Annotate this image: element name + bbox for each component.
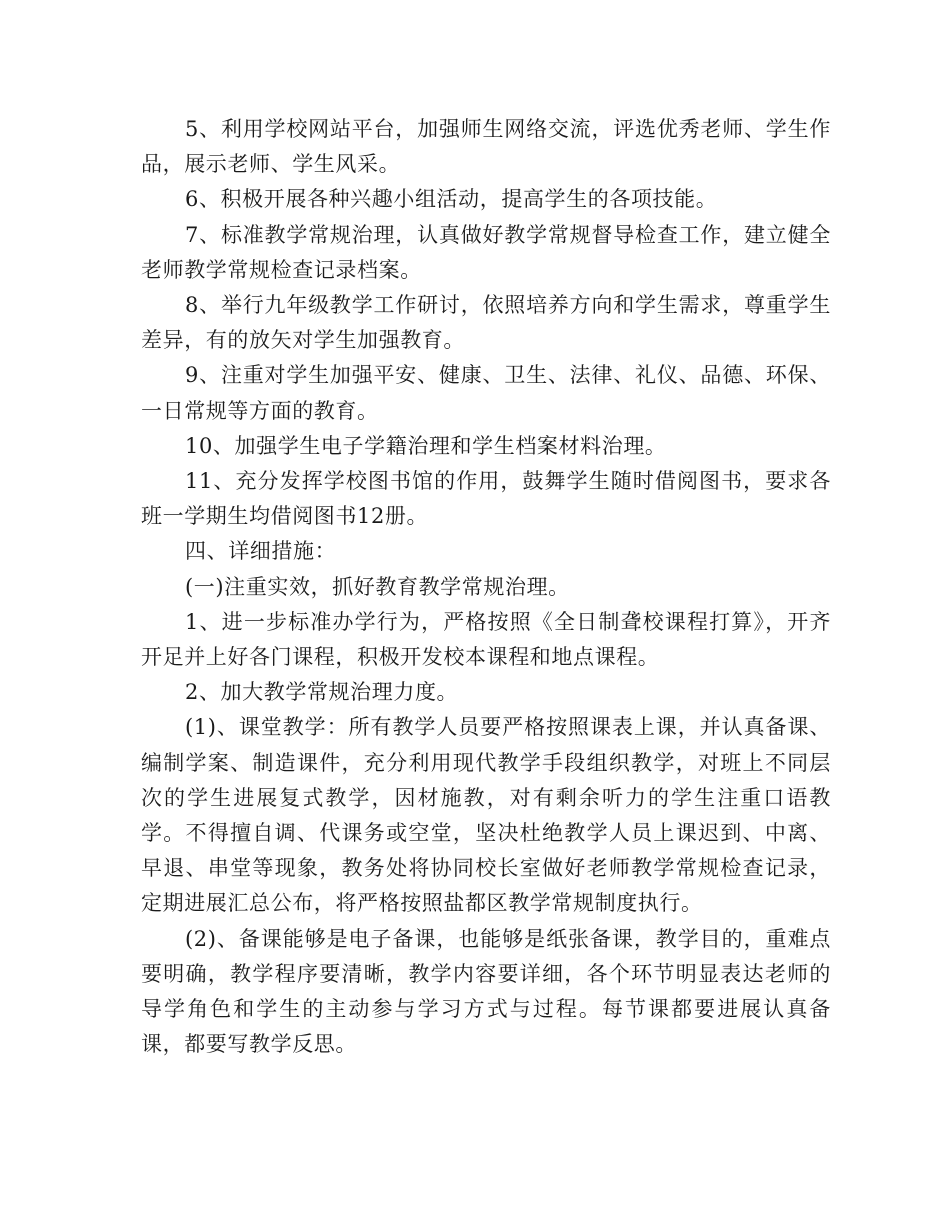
- measure-item-2: 2、加大教学常规治理力度。: [185, 680, 459, 705]
- paragraph-item-8: 8、举行九年级教学工作研讨，依照培养方向和学生需求，尊重学生差异，有的放矢对学生加强教育。: [141, 293, 831, 353]
- paragraph-item-9: 9、注重对学生加强平安、健康、卫生、法律、礼仪、品德、环保、一日常规等方面的教育。: [141, 363, 831, 423]
- paragraph-item-7: 7、标准教学常规治理，认真做好教学常规督导检查工作，建立健全老师教学常规检查记录档案。: [141, 222, 831, 282]
- measure-subitem-2: (2)、备课能够是电子备课，也能够是纸张备课，教学目的，重难点要明确，教学程序要清晰，教学内容要详细，各个环节明显表达老师的导学角色和学生的主动参与学习方式与过程。每节课都要进展认真备课，都要写教学反思。: [141, 926, 831, 1057]
- paragraph-item-5: 5、利用学校网站平台，加强师生网络交流，评选优秀老师、学生作品，展示老师、学生风采。: [141, 117, 831, 177]
- paragraph-item-11: 11、充分发挥学校图书馆的作用，鼓舞学生随时借阅图书，要求各班一学期生均借阅图书12册。: [141, 469, 831, 529]
- document-body: [141, 112, 831, 1062]
- section-heading-measures: 四、详细措施：: [185, 539, 337, 564]
- paragraph-item-6: 6、积极开展各种兴趣小组活动，提高学生的各项技能。: [185, 187, 718, 212]
- measure-subitem-1: (1)、课堂教学：所有教学人员要严格按照课表上课，并认真备课、编制学案、制造课件，充分利用现代教学手段组织教学，对班上不同层次的学生进展复式教学，因材施教，对有剩余听力的学生注重口语教学。不得擅自调、代课务或空堂，坚决杜绝教学人员上课迟到、中离、早退、串堂等现象，教务处将协同校长室做好老师教学常规检查记录，定期进展汇总公布，将严格按照盐都区教学常规制度执行。: [141, 715, 831, 916]
- measure-item-1: 1、进一步标准办学行为，严格按照《全日制聋校课程打算》，开齐开足并上好各门课程，积极开发校本课程和地点课程。: [141, 609, 831, 670]
- paragraph-item-10: 10、加强学生电子学籍治理和学生档案材料治理。: [185, 433, 667, 458]
- subsection-heading-1: (一)注重实效，抓好教育教学常规治理。: [185, 574, 570, 599]
